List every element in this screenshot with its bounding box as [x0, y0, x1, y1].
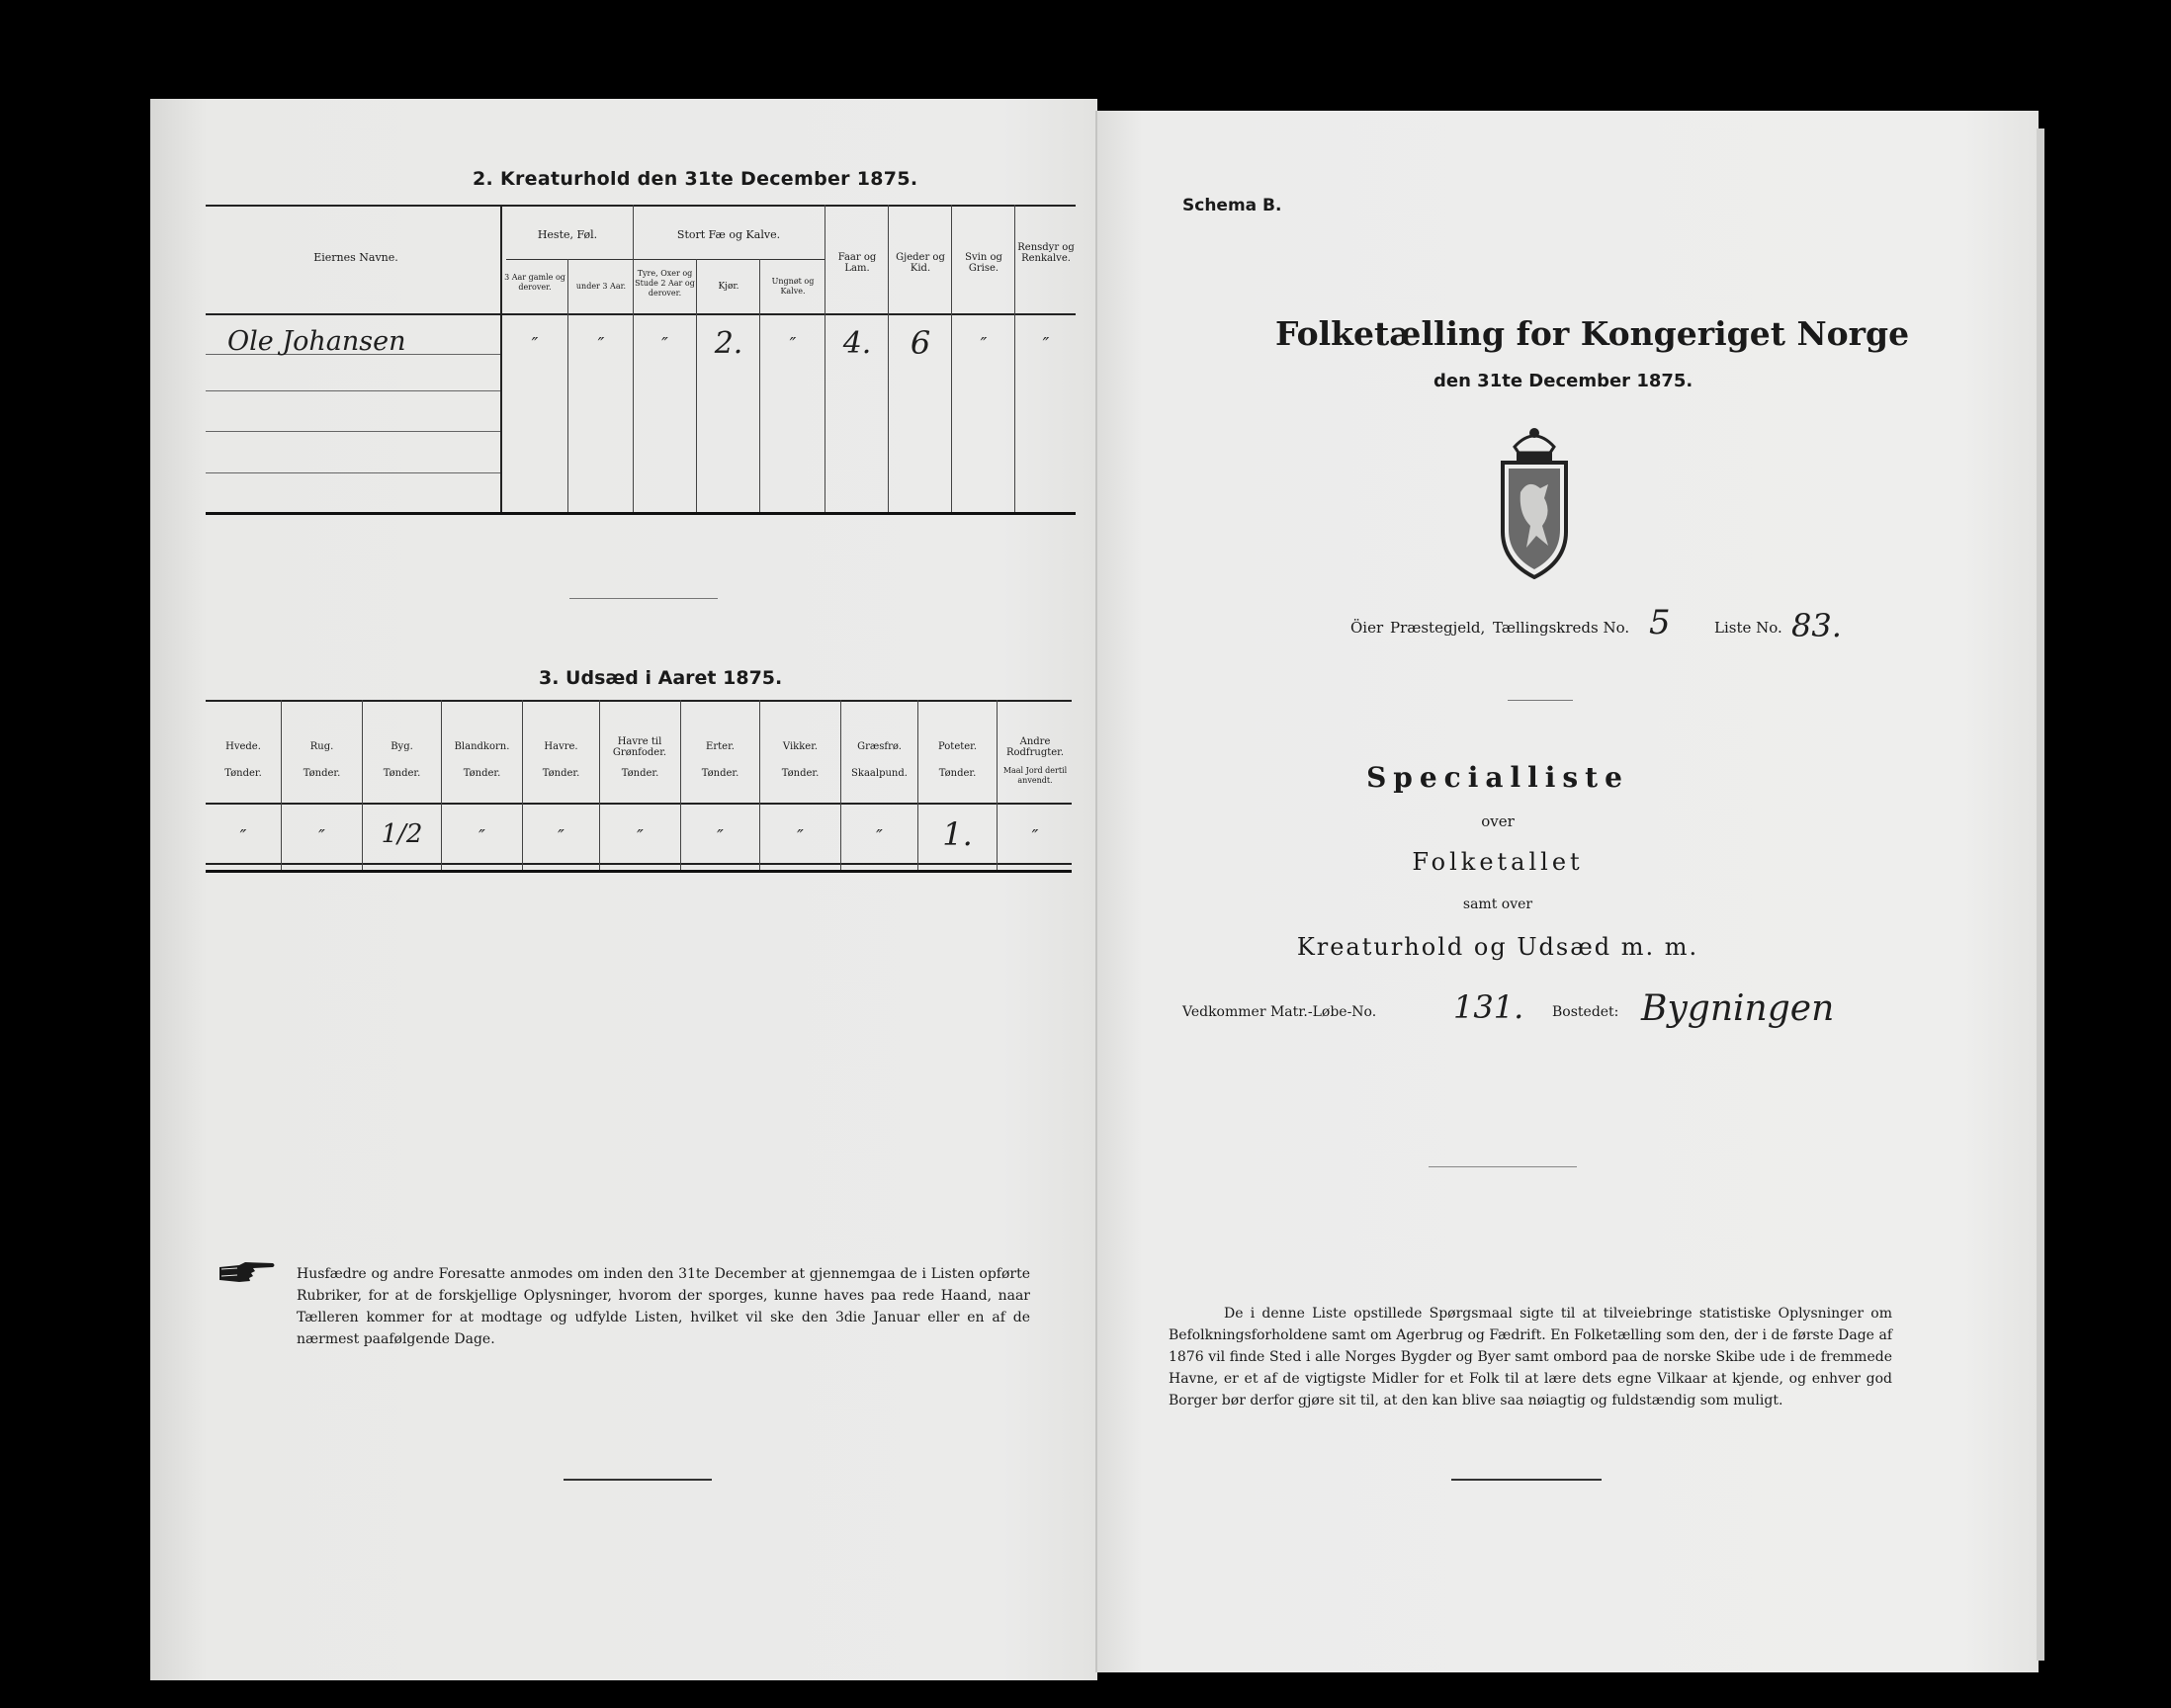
- seed-value: ″: [797, 825, 804, 847]
- seed-unit: Maal Jord dertil anvendt.: [1002, 766, 1068, 785]
- seed-header-potatoes: Poteter.: [937, 741, 978, 752]
- seed-header-wheat: Hvede.: [225, 741, 261, 752]
- schema-label: Schema B.: [1182, 196, 1282, 215]
- livestock-value: 4.: [842, 325, 872, 361]
- prestegjeld-label: Præstegjeld,: [1390, 619, 1486, 637]
- samt-over-label: samt over: [1462, 897, 1533, 912]
- specialliste-heading: Specialliste: [1366, 761, 1629, 794]
- seed-unit: Tønder.: [463, 768, 501, 779]
- owner-name: Ole Johansen: [227, 326, 406, 357]
- seed-value: ″: [318, 825, 325, 847]
- cattle-header: Stort Fæ og Kalve.: [676, 228, 781, 241]
- seed-header-grass: Græsfrø.: [857, 741, 902, 752]
- kreaturhold-heading: Kreaturhold og Udsæd m. m.: [1296, 933, 1699, 961]
- seed-value: 1/2: [381, 819, 423, 849]
- document-title: Folketælling for Kongeriget Norge: [1275, 314, 1910, 353]
- col-horse-adult: 3 Aar gamle og derover.: [504, 273, 565, 292]
- seed-unit: Skaalpund.: [851, 768, 908, 779]
- seed-unit: Tønder.: [542, 768, 580, 779]
- seed-header-mixed: Blandkorn.: [454, 741, 510, 752]
- seed-header-barley: Byg.: [391, 741, 413, 752]
- seed-header-rye: Rug.: [309, 741, 334, 752]
- col-young-cattle: Ungnøt og Kalve.: [771, 277, 815, 296]
- livestock-value: 2.: [714, 325, 743, 361]
- livestock-value: ″: [980, 333, 988, 355]
- footnote-text: De i denne Liste opstillede Spørgsmaal sigte til at tilveiebringe statistiske Oplysninger om Befolkningsforholdene samt om Agerbrug og Fædrift. En Folketælling som den, der i de første Dage af 1876 vil finde Sted i alle Norges Bygder og Byer samt ombord paa de norske Skibe ude i de fremmede Havne, er et af de vigtigste Midler for et Folk til at lære dets egne Vilkaar at kjende, og enhver god Borger bør derfor gjøre sit til, at den kan blive saa nøiagtig og fuldstændig som muligt.: [1169, 1306, 1892, 1409]
- seed-unit: Tønder.: [701, 768, 739, 779]
- bosted-label: Bostedet:: [1552, 1004, 1619, 1020]
- livestock-value: ″: [531, 333, 539, 355]
- seed-value: ″: [239, 825, 247, 847]
- col-bulls: Tyre, Oxer og Stude 2 Aar og derover.: [635, 269, 695, 298]
- seed-unit: Tønder.: [224, 768, 262, 779]
- seed-unit: Tønder.: [781, 768, 820, 779]
- seed-header-vetch: Vikker.: [782, 741, 819, 752]
- kreds-value: 5: [1649, 603, 1671, 642]
- bosted-value: Bygningen: [1641, 988, 1835, 1029]
- divider: [1429, 1166, 1577, 1167]
- livestock-value: ″: [1042, 333, 1050, 355]
- seed-value: ″: [876, 825, 883, 847]
- col-horse-young: under 3 Aar.: [575, 282, 627, 291]
- col-goats: Gjeder og Kid.: [896, 252, 945, 274]
- pointing-hand-icon: [217, 1259, 277, 1285]
- col-sheep: Faar og Lam.: [837, 252, 877, 274]
- page-fold: [1095, 111, 1097, 1672]
- divider: [1451, 1479, 1602, 1481]
- col-pigs: Svin og Grise.: [965, 252, 1002, 274]
- seed-value: 1.: [942, 815, 973, 853]
- coat-of-arms-icon: [1493, 423, 1576, 579]
- over-label: over: [1481, 812, 1515, 830]
- kreds-label: Tællingskreds No.: [1493, 619, 1630, 637]
- seed-value: ″: [1031, 825, 1039, 847]
- seed-value: ″: [478, 825, 485, 847]
- parish-line: [1350, 603, 1904, 654]
- document-subtitle: den 31te December 1875.: [1433, 371, 1693, 391]
- notice-text: Husfædre og andre Foresatte anmodes om inden den 31te December at gjennemgaa de i Listen opførte Rubriker, for at de forskjellige Oplysninger, hvorom der sporges, kunne haves paa rede Haand, naar Tælleren kommer for at modtage og udfylde Listen, hvilket vil ske den 3die Januar eller en af de nærmest paafølgende Dage.: [297, 1266, 1030, 1347]
- seed-unit: Tønder.: [621, 768, 659, 779]
- seed-header-green-oats: Havre til Grønfoder.: [612, 736, 667, 758]
- parish-prefix: Öier: [1350, 619, 1384, 637]
- matr-value: 131.: [1453, 988, 1524, 1026]
- seed-header-oats: Havre.: [544, 741, 578, 752]
- divider: [1508, 700, 1573, 701]
- livestock-value: ″: [661, 333, 668, 355]
- liste-value: 83.: [1791, 607, 1842, 644]
- divider: [569, 598, 718, 599]
- col-cows: Kjør.: [718, 282, 739, 292]
- horses-header: Heste, Føl.: [537, 228, 598, 241]
- seed-unit: Tønder.: [383, 768, 421, 779]
- section2-title: 2. Kreaturhold den 31te December 1875.: [473, 168, 918, 190]
- livestock-value: ″: [789, 333, 797, 355]
- page-edge: [2037, 128, 2044, 1661]
- liste-label: Liste No.: [1714, 619, 1782, 637]
- col-reindeer: Rensdyr og Renkalve.: [1017, 242, 1075, 264]
- folketallet-heading: Folketallet: [1412, 848, 1584, 876]
- owner-header: Eiernes Navne.: [313, 251, 398, 264]
- seed-header-roots: Andre Rodfrugter.: [1005, 736, 1065, 758]
- seed-unit: Tønder.: [303, 768, 341, 779]
- seed-header-peas: Erter.: [706, 741, 735, 752]
- seed-value: ″: [637, 825, 644, 847]
- livestock-value: ″: [597, 333, 605, 355]
- livestock-value: 6: [910, 324, 931, 362]
- section3-title: 3. Udsæd i Aaret 1875.: [539, 667, 783, 689]
- seed-value: ″: [717, 825, 724, 847]
- divider: [564, 1479, 712, 1481]
- seed-unit: Tønder.: [938, 768, 977, 779]
- matr-label: Vedkommer Matr.-Løbe-No.: [1182, 1004, 1377, 1020]
- seed-value: ″: [558, 825, 564, 847]
